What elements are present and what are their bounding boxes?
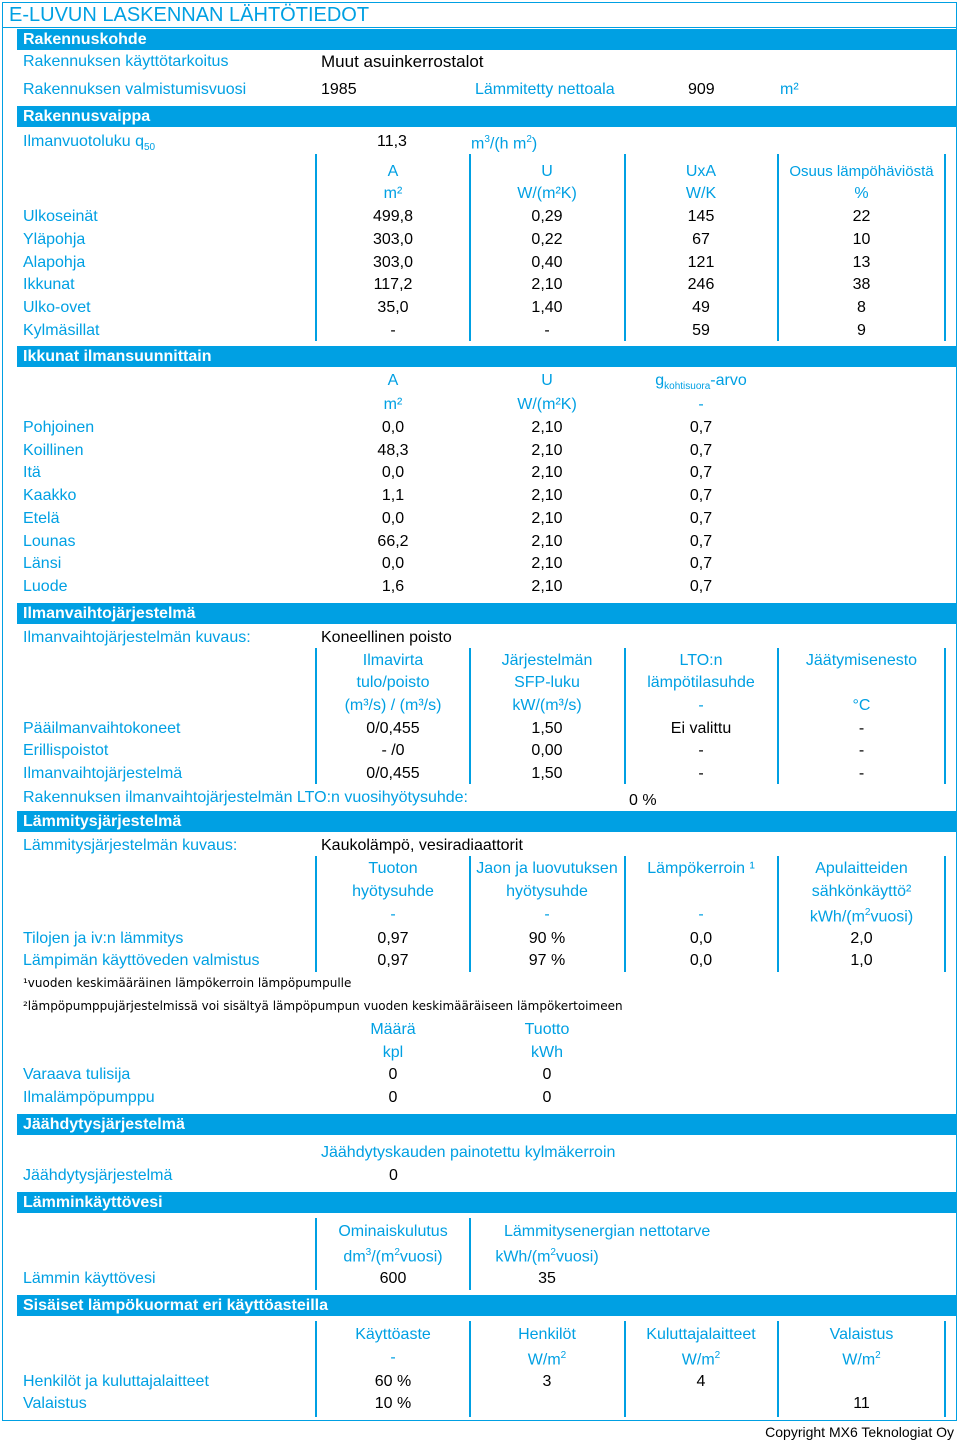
purpose-value: Muut asuinkerrostalot [321,52,484,71]
windows-row-g: 0,7 [689,510,713,527]
section-header-cooling: Jäähdytysjärjestelmä [17,1114,957,1135]
section-header-envelope: Rakennusvaippa [17,106,957,127]
dhw-header-consumption: Ominaiskulutus [338,1223,448,1240]
envelope-row-label: Alapohja [23,254,86,271]
extra-header-output: Tuotto [524,1021,570,1038]
section-header-building: Rakennuskohde [17,29,957,50]
internal-row-label: Valaistus [23,1395,87,1412]
extra-heat-row-count: 0 [388,1066,398,1083]
ventilation-row-sfp: 1,50 [531,765,563,782]
internal-divider-1 [315,1321,317,1417]
heating-desc-label: Lämmitysjärjestelmän kuvaus: [23,837,238,854]
ventilation-row-lto: Ei valittu [670,720,732,737]
heating-col3-unit: - [698,906,704,923]
windows-row-u: 2,10 [531,464,563,481]
windows-row-u: 2,10 [531,578,563,595]
extra-unit-count: kpl [382,1044,404,1061]
envelope-row-share: 38 [852,276,871,293]
windows-row-label: Etelä [23,510,60,527]
area-value: 909 [688,81,715,98]
ventilation-desc-label: Ilmanvaihtojärjestelmän kuvaus: [23,629,251,646]
windows-row-g: 0,7 [689,555,713,572]
extra-header-count: Määrä [370,1021,416,1038]
extra-heat-row-count: 0 [388,1089,398,1106]
ventilation-row-frost: - [858,742,865,759]
ventilation-col4-line1: Jäätymisenesto [805,652,918,669]
dhw-divider-1 [315,1218,317,1290]
internal-header-lighting: Valaistus [829,1326,894,1343]
envelope-row-u: 0,22 [531,231,563,248]
windows-row-g: 0,7 [689,419,713,436]
area-unit: m² [780,81,799,98]
windows-header-area: A [387,372,399,389]
windows-row-label: Itä [23,464,41,481]
windows-row-area: 48,3 [377,442,409,459]
heating-col4-line1: Apulaitteiden [815,860,908,877]
ventilation-row-flow: 0/0,455 [366,765,420,782]
heating-row-production: 0,97 [377,952,409,969]
internal-row-rate: 10 % [374,1395,412,1412]
envelope-row-u: 1,40 [531,299,563,316]
internal-row-rate: 60 % [374,1373,412,1390]
purpose-label: Rakennuksen käyttötarkoitus [23,53,229,70]
ventilation-divider-2 [469,648,471,784]
heating-col2-line1: Jaon ja luovutuksen [476,860,618,877]
windows-row-g: 0,7 [689,533,713,550]
windows-row-area: 0,0 [381,419,405,436]
windows-header-u: U [541,372,553,389]
windows-unit-u: W/(m²K) [517,396,577,413]
envelope-row-label: Yläpohja [23,231,86,248]
section-header-internal-loads: Sisäiset lämpökuormat eri käyttöasteilla [17,1295,957,1316]
ventilation-col1-line2: tulo/poisto [356,674,430,691]
envelope-unit-uxa: W/K [685,185,717,202]
ventilation-col4-unit: °C [852,697,871,714]
year-label: Rakennuksen valmistumisvuosi [23,81,247,98]
ventilation-row-label: Erillispoistot [23,742,109,759]
windows-row-area: 0,0 [381,510,405,527]
dhw-net-demand-value: 35 [538,1270,556,1287]
envelope-row-label: Kylmäsillat [23,322,100,339]
windows-row-label: Luode [23,578,68,595]
heating-footnote-2: ²lämpöpumppujärjestelmissä voi sisältyä lämpöpumpun vuoden keskimääräiseen lämpökertoimeen [23,999,623,1013]
heating-row-distribution: 97 % [528,952,566,969]
dhw-label: Lämmin käyttövesi [23,1270,156,1287]
internal-unit-devices: $W/m^2$ [681,1350,721,1369]
envelope-row-uxa: 121 [687,254,715,271]
ventilation-annual-value: 0 % [629,792,657,809]
ventilation-row-flow: 0/0,455 [366,720,420,737]
internal-row-persons: 3 [542,1373,552,1390]
heating-col1-unit: - [390,906,396,923]
air-leak-unit: $m^3/(h$ $m^2$) [471,134,538,153]
heating-col4-line2: sähkönkäyttö² [811,883,912,900]
dhw-unit-consumption: $dm^3/(m^2vuosi)$ [343,1247,443,1266]
air-leak-label: Ilmanvuotoluku $q_{50}$ [23,133,156,154]
envelope-row-label: Ikkunat [23,276,75,293]
extra-heat-row-label: Ilmalämpöpumppu [23,1089,155,1106]
extra-heat-row-output: 0 [542,1066,552,1083]
heating-row-label: Tilojen ja iv:n lämmitys [23,930,184,947]
windows-row-u: 2,10 [531,419,563,436]
envelope-row-u: 0,29 [531,208,563,225]
ventilation-row-lto: - [698,765,704,782]
envelope-row-area: 117,2 [373,276,413,293]
ventilation-col3-line1: LTO:n [679,652,723,669]
internal-header-persons: Henkilöt [518,1326,576,1343]
internal-header-rate: Käyttöaste [355,1326,431,1343]
heating-row-label: Lämpimän käyttöveden valmistus [23,952,260,969]
envelope-row-u: 0,40 [531,254,563,271]
envelope-row-area: 303,0 [372,254,414,271]
envelope-row-label: Ulko-ovet [23,299,91,316]
envelope-header-share: Osuus lämpöhäviöstä [789,163,934,180]
envelope-unit-u: W/(m²K) [517,185,577,202]
internal-row-devices: 4 [696,1373,706,1390]
windows-row-g: 0,7 [689,487,713,504]
ventilation-row-flow: - /0 [381,742,405,759]
title-bar [2,2,957,28]
envelope-row-share: 8 [857,299,866,316]
heating-col2-unit: - [544,906,550,923]
internal-row-label: Henkilöt ja kuluttajalaitteet [23,1373,209,1390]
internal-unit-persons: $W/m^2$ [527,1350,567,1369]
envelope-row-u: 2,10 [531,276,563,293]
internal-unit-lighting: $W/m^2$ [842,1350,881,1369]
extra-unit-output: kWh [531,1044,563,1061]
ventilation-divider-1 [315,648,317,784]
windows-row-area: 1,6 [381,578,405,595]
envelope-row-area: 303,0 [372,231,414,248]
envelope-row-uxa: 59 [692,322,710,339]
windows-row-label: Pohjoinen [23,419,95,436]
envelope-row-uxa: 49 [692,299,710,316]
heating-divider-1 [315,856,317,972]
envelope-row-area: 499,8 [372,208,414,225]
area-label: Lämmitetty nettoala [475,81,615,98]
envelope-row-uxa: 246 [687,276,715,293]
section-header-heating: Lämmitysjärjestelmä [17,811,957,832]
cooling-header: Jäähdytyskauden painotettu kylmäkerroin [321,1144,616,1161]
windows-row-u: 2,10 [531,533,563,550]
ventilation-col2-line2: SFP-luku [514,674,580,691]
ventilation-row-label: Ilmanvaihtojärjestelmä [23,765,183,782]
windows-row-label: Kaakko [23,487,77,504]
envelope-row-area: 35,0 [377,299,409,316]
page-title: E-LUVUN LASKENNAN LÄHTÖTIEDOT [9,4,370,26]
heating-row-cop: 0,0 [689,930,713,947]
heating-col3-line1: Lämpökerroin ¹ [647,860,755,877]
envelope-unit-area: m² [383,185,403,202]
ventilation-row-sfp: 1,50 [531,720,563,737]
heating-col1-line2: hyötysuhde [352,883,434,900]
envelope-row-share: 13 [852,254,871,271]
envelope-unit-share: % [854,185,869,202]
envelope-header-area: A [387,163,399,180]
heating-col2-line2: hyötysuhde [506,883,588,900]
internal-row-lighting: 11 [853,1395,870,1412]
windows-row-u: 2,10 [531,555,563,572]
heating-row-distribution: 90 % [528,930,566,947]
ventilation-row-lto: - [698,742,704,759]
heating-row-cop: 0,0 [689,952,713,969]
ventilation-col1-unit: (m³/s) / (m³/s) [344,697,442,714]
heating-col1-line1: Tuoton [368,860,418,877]
envelope-divider-2 [469,154,471,341]
windows-row-g: 0,7 [689,578,713,595]
section-header-dhw: Lämminkäyttövesi [17,1192,957,1213]
ventilation-annual-label: Rakennuksen ilmanvaihtojärjestelmän LTO:n vuosihyötysuhde: [23,789,468,806]
internal-header-devices: Kuluttajalaitteet [646,1326,756,1343]
heating-footnote-1: ¹vuoden keskimääräinen lämpökerroin lämpöpumpulle [23,976,352,990]
windows-row-label: Länsi [23,555,62,572]
windows-row-u: 2,10 [531,487,563,504]
dhw-unit-net-demand: kWh/$(m^2vuosi)$ [495,1247,599,1266]
envelope-divider-5 [944,154,946,341]
ventilation-desc-value: Koneellinen poisto [321,629,452,646]
envelope-row-uxa: 67 [692,231,710,248]
air-leak-value: 11,3 [377,133,407,150]
envelope-row-uxa: 145 [687,208,715,225]
internal-divider-2 [469,1321,471,1417]
dhw-header-net-demand: Lämmitysenergian nettotarve [504,1223,711,1240]
ventilation-divider-5 [944,648,946,784]
envelope-row-share: 9 [857,322,866,339]
dhw-divider-2 [469,1218,471,1290]
heating-col4-unit: kWh/$(m^2vuosi)$ [809,907,914,926]
ventilation-row-label: Pääilmanvaihtokoneet [23,720,181,737]
ventilation-col3-unit: - [698,697,704,714]
windows-row-u: 2,10 [531,510,563,527]
dhw-consumption-value: 600 [379,1270,407,1287]
ventilation-col1-line1: Ilmavirta [362,652,424,669]
envelope-row-area: - [390,322,396,339]
windows-row-area: 1,1 [381,487,405,504]
ventilation-row-sfp: 0,00 [531,742,563,759]
windows-header-g: $g_{kohtisuora}$-arvo [655,372,747,393]
cooling-label: Jäähdytysjärjestelmä [23,1167,173,1184]
ventilation-row-frost: - [858,765,865,782]
internal-divider-5 [944,1321,946,1417]
envelope-row-label: Ulkoseinät [23,208,98,225]
extra-heat-row-label: Varaava tulisija [23,1066,131,1083]
extra-heat-row-output: 0 [542,1089,552,1106]
envelope-header-u: U [541,163,553,180]
envelope-row-share: 10 [852,231,871,248]
section-header-ventilation: Ilmanvaihtojärjestelmä [17,603,957,624]
heating-divider-5 [944,856,946,972]
envelope-divider-1 [315,154,317,341]
windows-row-u: 2,10 [531,442,563,459]
cooling-value: 0 [389,1167,398,1184]
windows-row-area: 66,2 [377,533,409,550]
heating-divider-2 [469,856,471,972]
windows-row-g: 0,7 [689,464,713,481]
heating-row-production: 0,97 [377,930,409,947]
windows-unit-area: m² [383,396,403,413]
windows-row-g: 0,7 [689,442,713,459]
section-header-windows: Ikkunat ilmansuunnittain [17,346,957,367]
ventilation-row-frost: - [858,720,865,737]
heating-row-auxiliary: 2,0 [850,930,873,947]
heating-row-auxiliary: 1,0 [850,952,873,969]
ventilation-col2-unit: kW/(m³/s) [512,697,582,714]
copyright-notice: Copyright MX6 Teknologiat Oy [765,1424,954,1440]
year-value: 1985 [321,81,357,98]
envelope-row-share: 22 [852,208,871,225]
windows-row-label: Lounas [23,533,76,550]
ventilation-col3-line2: lämpötilasuhde [647,674,755,691]
ventilation-col2-line1: Järjestelmän [501,652,593,669]
internal-unit-rate: - [390,1349,396,1366]
windows-unit-g: - [698,396,704,413]
windows-row-label: Koillinen [23,442,84,459]
windows-row-area: 0,0 [381,555,405,572]
envelope-header-uxa: UxA [685,163,717,180]
heating-desc-value: Kaukolämpö, vesiradiaattorit [321,837,523,854]
envelope-row-u: - [544,322,550,339]
windows-row-area: 0,0 [381,464,405,481]
